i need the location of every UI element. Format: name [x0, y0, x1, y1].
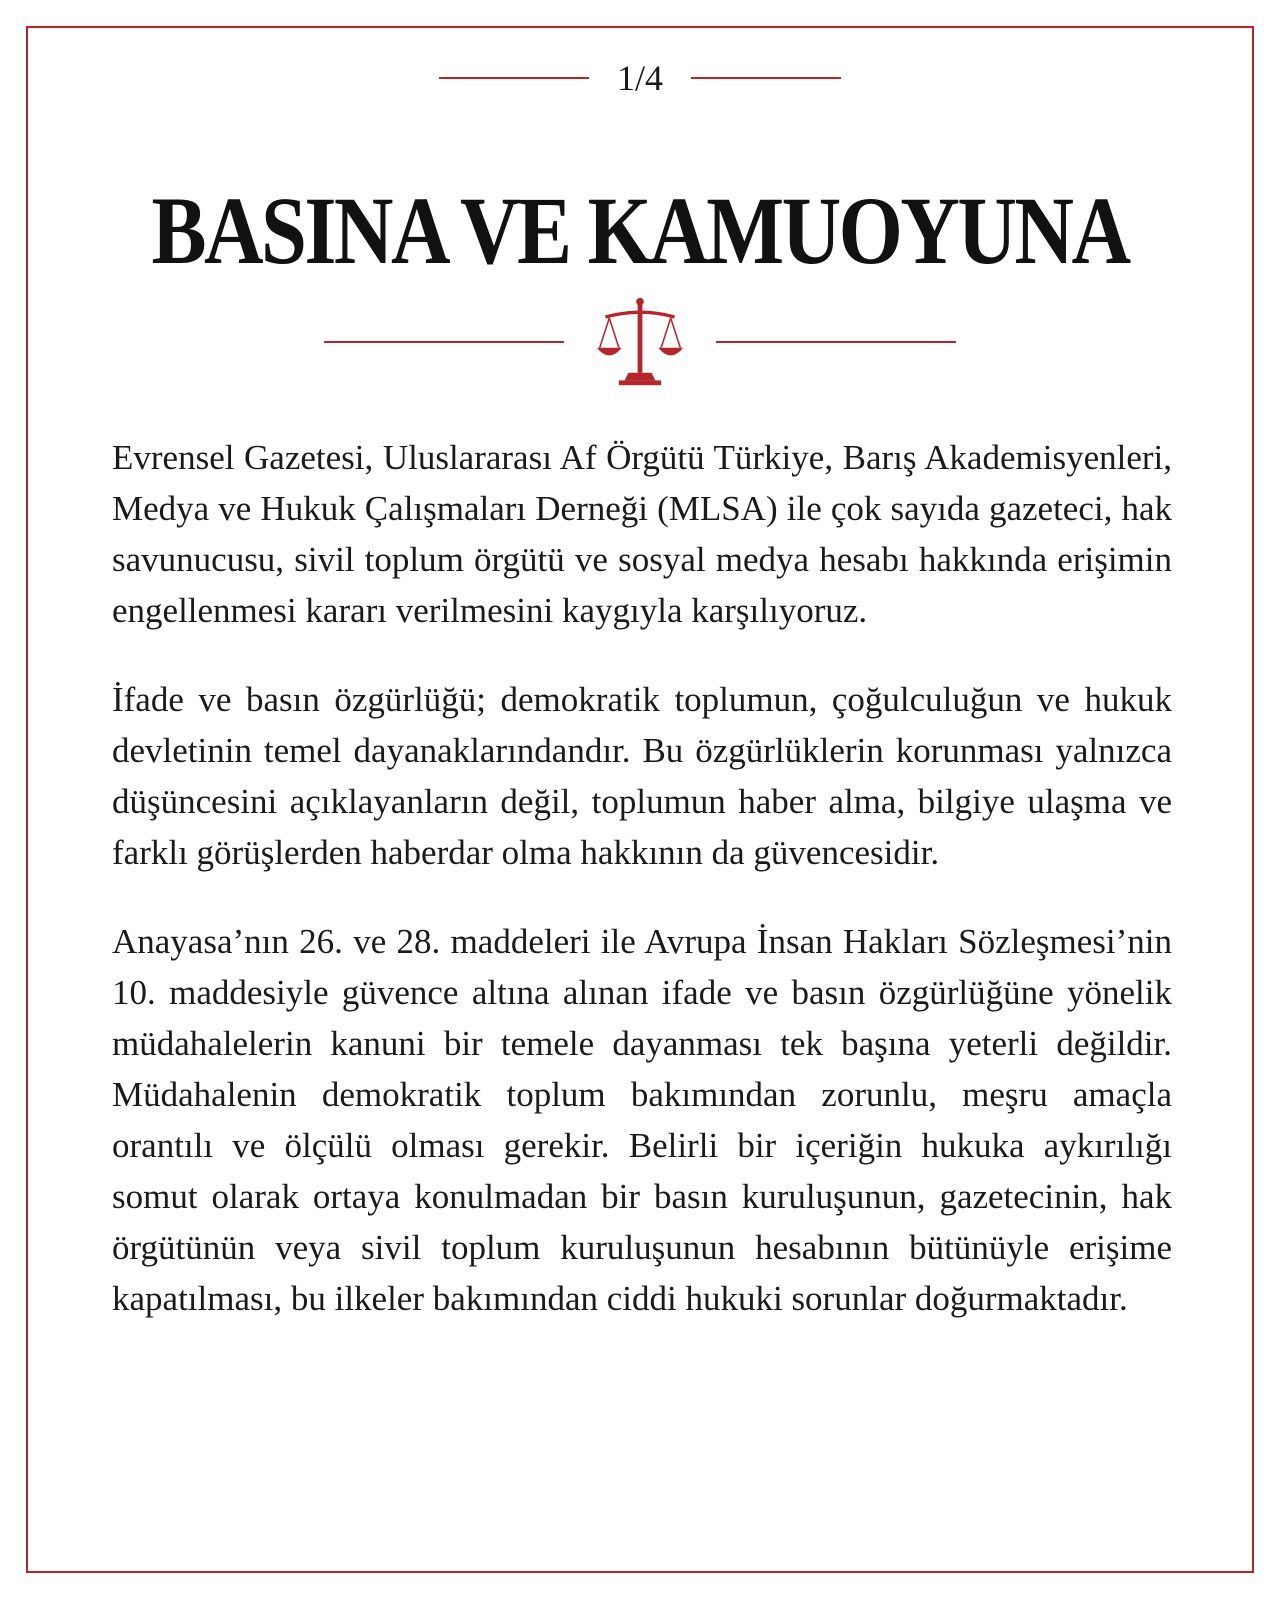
- paragraph: İfade ve basın özgürlüğü; demokratik toplumun, çoğulculuğun ve hukuk devletinin temel dayanaklarındandır. Bu özgürlüklerin korunması yalnızca düşüncesini açıklayanların değil, toplumun haber alma, bilgiye ulaşma ve farklı görüşlerden haberdar olma hakkının da güvencesidir.: [112, 680, 1172, 872]
- page-number: 1/4: [616, 58, 663, 98]
- divider-rule-right: [716, 341, 956, 343]
- divider-rule-left: [324, 341, 564, 343]
- scales-of-justice-icon: [592, 294, 688, 390]
- page-indicator: [0, 56, 1280, 100]
- page-title: BASINA VE KAMUOYUNA: [151, 177, 1129, 284]
- page-indicator-rule-left: [439, 77, 589, 79]
- paragraph: Evrensel Gazetesi, Uluslararası Af Örgütü Türkiye, Barış Akademisyenleri, Medya ve Hukuk Çalışmaları Derneği (MLSA) ile çok sayıda gazeteci, hak savunucusu, sivil toplum örgütü ve sosyal medya hesabı hakkında erişimin engellenmesi kararı verilmesini kaygıyla karşılıyoruz.: [112, 438, 1172, 630]
- title-divider: [0, 292, 1280, 392]
- statement-body: [112, 432, 1172, 1362]
- page-indicator-rule-right: [691, 77, 841, 79]
- paragraph: Anayasa’nın 26. ve 28. maddeleri ile Avrupa İnsan Hakları Sözleşmesi’nin 10. maddesiyle güvence altına alınan ifade ve basın özgürlüğüne yönelik müdahalelerin kanuni bir temele dayanması tek başına yeterli değildir. Müdahalenin demokratik toplum bakımından zorunlu, meşru amaçla orantılı ve ölçülü olması gerekir. Belirli bir içeriğin hukuka aykırılığı somut olarak ortaya konulmadan bir basın kuruluşunun, gazetecinin, hak örgütünün veya sivil toplum kuruluşunun hesabının bütünüyle erişime kapatılması, bu ilkeler bakımından ciddi hukuki sorunlar doğurmaktadır.: [112, 922, 1172, 1318]
